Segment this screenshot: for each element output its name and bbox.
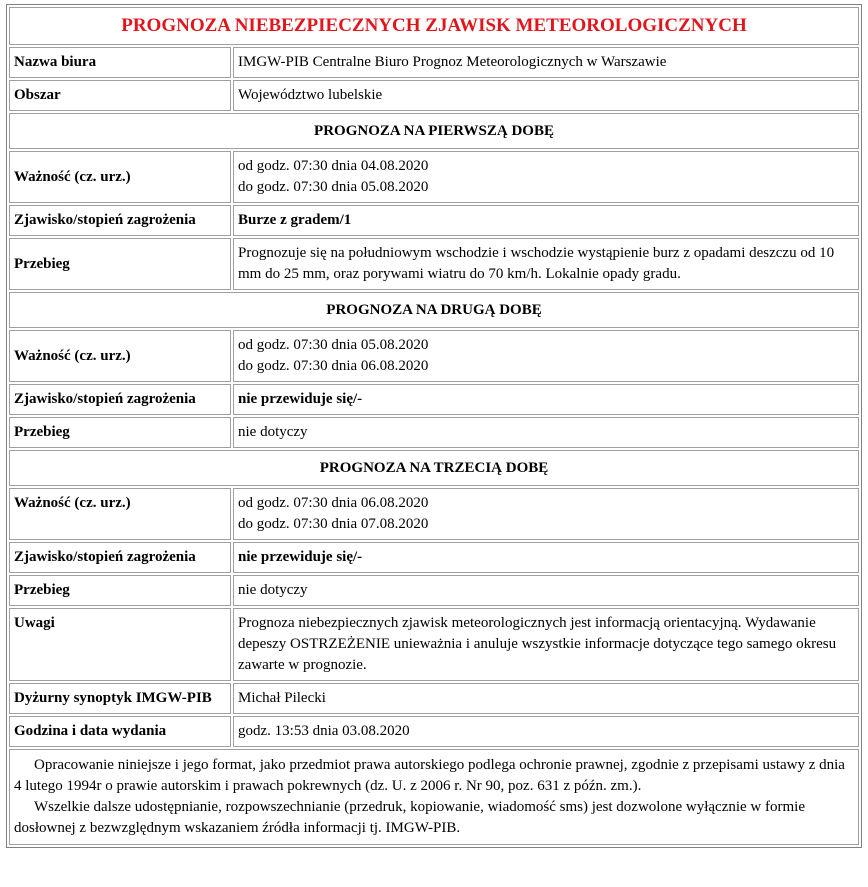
forecaster-row	[9, 683, 859, 714]
day2-phenomenon-value: nie przewiduje się/-	[233, 384, 859, 415]
issued-label: Godzina i data wydania	[9, 716, 231, 747]
day3-validity-label: Ważność (cz. urz.)	[9, 488, 231, 540]
remarks-value: Prognoza niebezpiecznych zjawisk meteorologicznych jest informacją orientacyjną. Wydawanie depeszy OSTRZEŻENIE unieważnia i anuluje wszystkie informacje dotyczące tego samego okresu zawarte w prognozie.	[233, 608, 859, 681]
day1-validity-from: od godz. 07:30 dnia 04.08.2020	[238, 158, 429, 174]
day2-validity-to: do godz. 07:30 dnia 06.08.2020	[238, 358, 429, 374]
copyright-paragraph-1: Opracowanie niniejsze i jego format, jako przedmiot prawa autorskiego podlega ochronie prawnej, zgodnie z przepisami ustawy z dnia 4 lutego 1994r o prawie autorskim i prawach pokrewnych (dz. U. z 2006 r. Nr 90, poz. 631 z późn. zm.).	[14, 757, 845, 794]
day3-validity-value	[233, 488, 859, 540]
day1-validity-label: Ważność (cz. urz.)	[9, 151, 231, 203]
day2-validity-label: Ważność (cz. urz.)	[9, 330, 231, 382]
day3-heading: PROGNOZA NA TRZECIĄ DOBĘ	[9, 450, 859, 486]
day2-phenomenon-row	[9, 384, 859, 415]
day1-validity-row	[9, 151, 859, 203]
issued-value: godz. 13:53 dnia 03.08.2020	[233, 716, 859, 747]
day3-validity-from: od godz. 07:30 dnia 06.08.2020	[238, 495, 429, 511]
day1-validity-to: do godz. 07:30 dnia 05.08.2020	[238, 179, 429, 195]
day1-course-value: Prognozuje się na południowym wschodzie i wschodzie wystąpienie burz z opadami deszczu od 10 mm do 25 mm, oraz porywami wiatru do 70 km/h. Lokalnie opady gradu.	[233, 238, 859, 290]
forecast-table	[6, 4, 862, 848]
day3-validity-to: do godz. 07:30 dnia 07.08.2020	[238, 516, 429, 532]
copyright-notice	[9, 749, 859, 845]
remarks-label: Uwagi	[9, 608, 231, 681]
day3-validity-row	[9, 488, 859, 540]
day1-phenomenon-row	[9, 205, 859, 236]
page-title: PROGNOZA NIEBEZPIECZNYCH ZJAWISK METEOROLOGICZNYCH	[9, 7, 859, 45]
remarks-row	[9, 608, 859, 681]
day1-phenomenon-label: Zjawisko/stopień zagrożenia	[9, 205, 231, 236]
forecaster-value: Michał Pilecki	[233, 683, 859, 714]
day2-heading: PROGNOZA NA DRUGĄ DOBĘ	[9, 292, 859, 328]
office-value: IMGW-PIB Centralne Biuro Prognoz Meteorologicznych w Warszawie	[233, 47, 859, 78]
area-value: Województwo lubelskie	[233, 80, 859, 111]
area-label: Obszar	[9, 80, 231, 111]
day1-heading: PROGNOZA NA PIERWSZĄ DOBĘ	[9, 113, 859, 149]
day3-phenomenon-row	[9, 542, 859, 573]
day2-phenomenon-label: Zjawisko/stopień zagrożenia	[9, 384, 231, 415]
day2-heading-row	[9, 292, 859, 328]
area-row	[9, 80, 859, 111]
day3-phenomenon-value: nie przewiduje się/-	[233, 542, 859, 573]
title-row	[9, 7, 859, 45]
day3-course-label: Przebieg	[9, 575, 231, 606]
day3-heading-row	[9, 450, 859, 486]
day3-phenomenon-label: Zjawisko/stopień zagrożenia	[9, 542, 231, 573]
office-label: Nazwa biura	[9, 47, 231, 78]
footer-row	[9, 749, 859, 845]
day3-course-value: nie dotyczy	[233, 575, 859, 606]
office-row	[9, 47, 859, 78]
day1-phenomenon-value: Burze z gradem/1	[233, 205, 859, 236]
day1-heading-row	[9, 113, 859, 149]
day2-course-label: Przebieg	[9, 417, 231, 448]
day1-validity-value	[233, 151, 859, 203]
day2-validity-row	[9, 330, 859, 382]
day2-course-row	[9, 417, 859, 448]
issued-row	[9, 716, 859, 747]
day2-validity-from: od godz. 07:30 dnia 05.08.2020	[238, 337, 429, 353]
day2-validity-value	[233, 330, 859, 382]
day1-course-label: Przebieg	[9, 238, 231, 290]
day1-course-row	[9, 238, 859, 290]
day3-course-row	[9, 575, 859, 606]
copyright-paragraph-2: Wszelkie dalsze udostępnianie, rozpowszechnianie (przedruk, kopiowanie, wiadomość sms) jest dozwolone wyłącznie w formie dosłownej z bezwzględnym wskazaniem źródła informacji tj. IMGW-PIB.	[14, 799, 805, 836]
day2-course-value: nie dotyczy	[233, 417, 859, 448]
forecaster-label: Dyżurny synoptyk IMGW-PIB	[9, 683, 231, 714]
